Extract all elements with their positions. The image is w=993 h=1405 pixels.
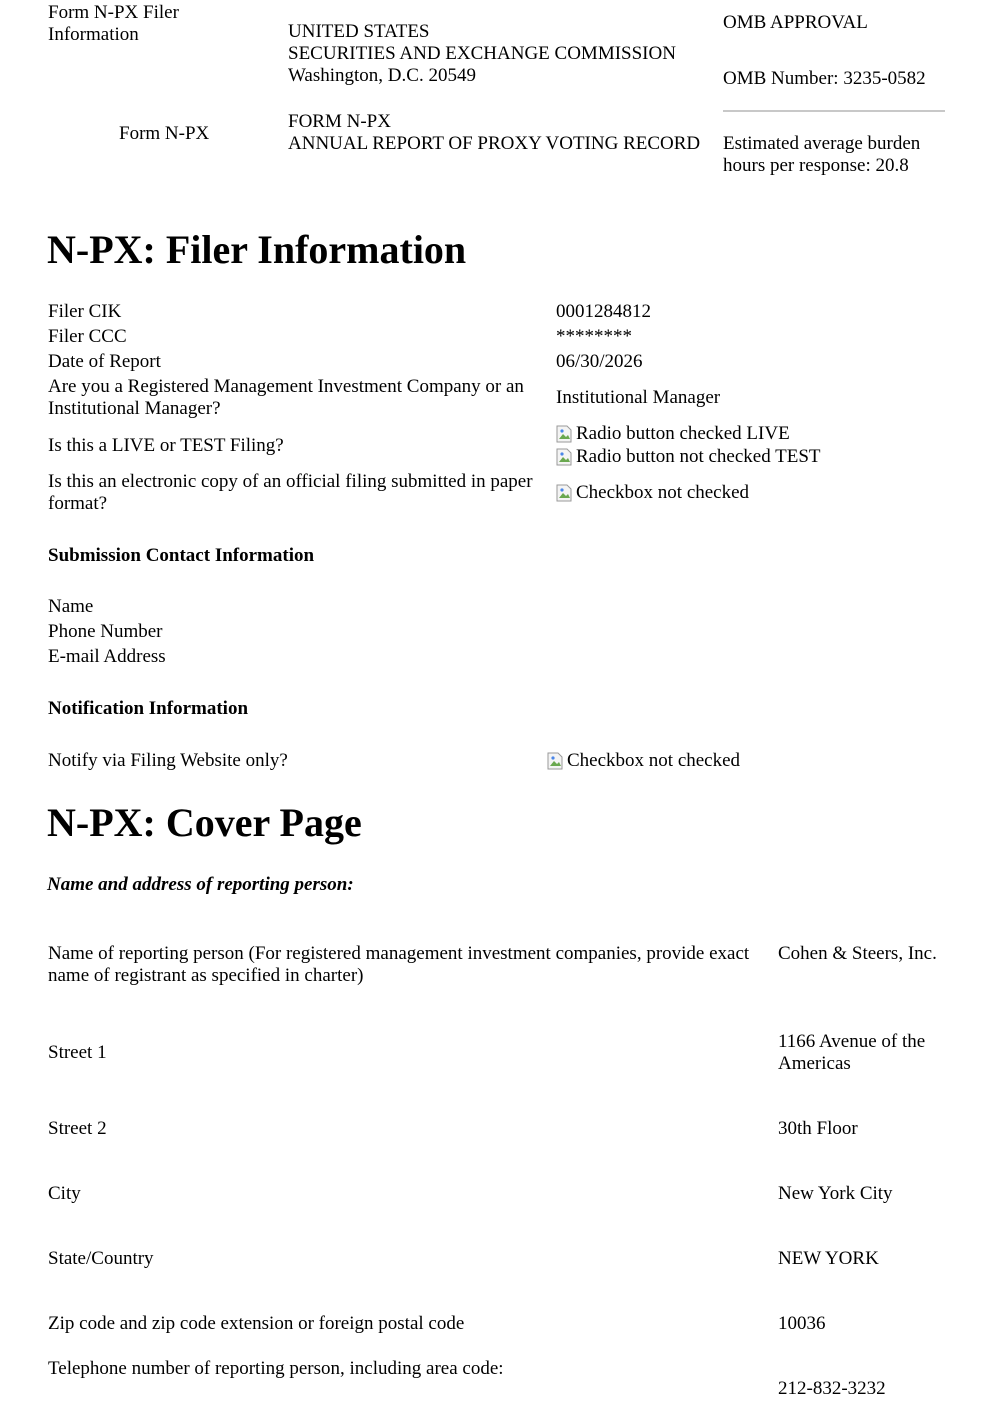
- form-name-caption: Form N-PX: [119, 123, 210, 144]
- broken-image-icon: [556, 484, 572, 502]
- city-label: City: [48, 1183, 81, 1204]
- state-country-label: State/Country: [48, 1248, 154, 1269]
- agency-line-3: Washington, D.C. 20549: [288, 65, 476, 86]
- street2-label: Street 2: [48, 1118, 107, 1139]
- radio-live[interactable]: [556, 423, 790, 445]
- notify-website-checkbox-label: Checkbox not checked: [567, 750, 741, 771]
- filer-cik-label: Filer CIK: [48, 301, 122, 322]
- city-value: New York City: [778, 1183, 893, 1204]
- state-country-value: NEW YORK: [778, 1248, 879, 1269]
- reporting-person-name-label: Name of reporting person (For registered management investment companies, provide exact name of registrant as specified in charter): [48, 943, 750, 986]
- filer-ccc-label: Filer CCC: [48, 326, 127, 347]
- paper-format-checkbox-label: Checkbox not checked: [576, 482, 750, 503]
- form-title-line-2: ANNUAL REPORT OF PROXY VOTING RECORD: [288, 133, 701, 154]
- street1-value: 1166 Avenue of the Americas: [778, 1031, 926, 1074]
- notification-heading: Notification Information: [48, 698, 249, 719]
- reporting-person-name-value: Cohen & Steers, Inc.: [778, 943, 937, 964]
- telephone-value: 212-832-3232: [778, 1378, 886, 1399]
- filer-cik-value: 0001284812: [556, 301, 651, 322]
- filer-type-label: Are you a Registered Management Investment Company or an Institutional Manager?: [48, 376, 524, 419]
- burden-estimate: Estimated average burden hours per response: 20.8: [723, 133, 921, 176]
- broken-image-icon: [556, 448, 572, 466]
- submission-contact-heading: Submission Contact Information: [48, 545, 315, 566]
- contact-email-label: E-mail Address: [48, 646, 166, 667]
- cover-page-heading: N-PX: Cover Page: [47, 800, 362, 845]
- live-test-label: Is this a LIVE or TEST Filing?: [48, 435, 284, 456]
- contact-phone-label: Phone Number: [48, 621, 163, 642]
- zip-code-label: Zip code and zip code extension or foreign postal code: [48, 1313, 465, 1334]
- street2-value: 30th Floor: [778, 1118, 858, 1139]
- omb-approval: OMB APPROVAL: [723, 12, 868, 33]
- omb-number: OMB Number: 3235-0582: [723, 68, 926, 89]
- broken-image-icon: [547, 752, 563, 770]
- form-title-line-1: FORM N-PX: [288, 111, 391, 132]
- notify-website-checkbox[interactable]: [547, 750, 740, 772]
- form-title-block: [288, 111, 708, 155]
- reporting-person-subheading: Name and address of reporting person:: [47, 874, 354, 895]
- broken-image-icon: [556, 425, 572, 443]
- paper-format-checkbox[interactable]: [556, 482, 749, 504]
- date-of-report-label: Date of Report: [48, 351, 161, 372]
- paper-format-label: Is this an electronic copy of an official filing submitted in paper format?: [48, 471, 533, 514]
- radio-test-label: Radio button not checked TEST: [576, 446, 821, 467]
- filer-type-value: Institutional Manager: [556, 387, 721, 408]
- agency-line-1: UNITED STATES: [288, 21, 430, 42]
- contact-name-label: Name: [48, 596, 94, 617]
- radio-test[interactable]: [556, 446, 821, 468]
- radio-live-label: Radio button checked LIVE: [576, 423, 790, 444]
- filer-ccc-value: ********: [556, 326, 632, 347]
- telephone-label: Telephone number of reporting person, including area code:: [48, 1358, 504, 1379]
- date-of-report-value: 06/30/2026: [556, 351, 643, 372]
- form-filer-info-caption: Form N-PX Filer Information: [48, 2, 179, 45]
- notify-website-label: Notify via Filing Website only?: [48, 750, 288, 771]
- filer-info-heading: N-PX: Filer Information: [47, 227, 467, 272]
- agency-block: [288, 21, 718, 87]
- street1-label: Street 1: [48, 1042, 107, 1063]
- agency-line-2: SECURITIES AND EXCHANGE COMMISSION: [288, 43, 676, 64]
- zip-code-value: 10036: [778, 1313, 826, 1334]
- omb-divider: [723, 110, 945, 112]
